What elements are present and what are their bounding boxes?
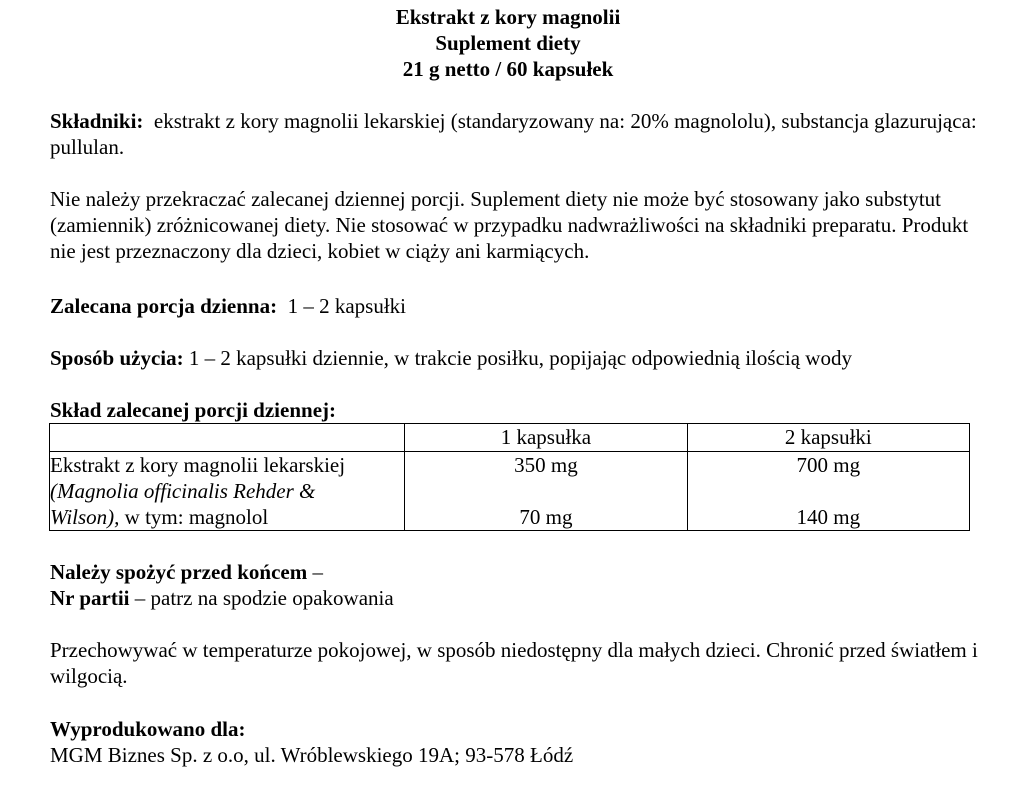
daily-dose-section <box>50 293 980 319</box>
ingredients-section <box>50 108 980 160</box>
table-row <box>50 452 970 531</box>
ingredient-latin-line2-wrap <box>50 504 404 530</box>
ingredient-name: Ekstrakt z kory magnolii lekarskiej <box>50 453 346 477</box>
product-header <box>0 4 1016 82</box>
product-category: Suplement diety <box>435 31 581 55</box>
value-magnolol-1-capsule: 70 mg <box>519 505 573 529</box>
usage-section <box>50 345 980 371</box>
batch-label: Nr partii <box>50 586 130 610</box>
batch-section <box>50 585 980 611</box>
ingredient-latin-line2: Wilson), <box>50 505 120 529</box>
table-header-empty <box>50 424 405 452</box>
net-content: 21 g netto / 60 kapsułek <box>402 57 614 81</box>
composition-table <box>49 423 970 531</box>
values-2-capsules-cell <box>687 452 969 531</box>
composition-title: Skład zalecanej porcji dziennej: <box>50 398 337 422</box>
composition-title-section <box>50 397 980 423</box>
manufacturer-section <box>50 716 980 768</box>
warning-section <box>50 186 980 264</box>
daily-dose-text: 1 – 2 kapsułki <box>287 294 407 318</box>
product-name: Ekstrakt z kory magnolii <box>395 5 621 29</box>
table-header-2-capsules: 2 kapsułki <box>687 424 969 452</box>
warning-text: Nie należy przekraczać zalecanej dziennej porcji. Suplement diety nie może być stosowany jako substytut (zamiennik) zróżnicowanej diety. Nie stosować w przypadku nadwrażliwości na składniki preparatu. Produkt nie jest przeznaczony dla dzieci, kobiet w ciąży ani karmiących. <box>50 187 969 263</box>
ingredients-label: Składniki: <box>50 109 144 133</box>
best-before-text: – <box>312 560 323 584</box>
storage-text: Przechowywać w temperaturze pokojowej, w sposób niedostępny dla małych dzieci. Chronić przed światłem i wilgocią. <box>50 638 978 688</box>
table-header-row <box>50 424 970 452</box>
best-before-label: Należy spożyć przed końcem <box>50 560 308 584</box>
best-before-section <box>50 559 980 585</box>
table-header-1-capsule: 1 kapsułka <box>405 424 687 452</box>
value-magnolol-2-capsules: 140 mg <box>796 505 861 529</box>
value-extract-1-capsule: 350 mg <box>514 453 578 477</box>
values-1-capsule-cell <box>405 452 687 531</box>
ingredients-text: ekstrakt z kory magnolii lekarskiej (standaryzowany na: 20% magnololu), substancja glazurująca: pullulan. <box>50 109 977 159</box>
storage-section <box>50 637 980 689</box>
batch-text: – patrz na spodzie opakowania <box>134 586 394 610</box>
usage-label: Sposób użycia: <box>50 346 184 370</box>
ingredient-latin-line1: (Magnolia officinalis Rehder & <box>50 479 316 503</box>
usage-text: 1 – 2 kapsułki dziennie, w trakcie posiłku, popijając odpowiednią ilością wody <box>188 346 852 370</box>
daily-dose-label: Zalecana porcja dzienna: <box>50 294 278 318</box>
manufacturer-label: Wyprodukowano dla: <box>50 717 246 741</box>
manufacturer-address: MGM Biznes Sp. z o.o, ul. Wróblewskiego 19A; 93-578 Łódź <box>50 743 574 767</box>
value-extract-2-capsules: 700 mg <box>796 453 861 477</box>
ingredient-suffix: w tym: magnolol <box>124 505 269 529</box>
ingredient-cell <box>50 452 405 531</box>
